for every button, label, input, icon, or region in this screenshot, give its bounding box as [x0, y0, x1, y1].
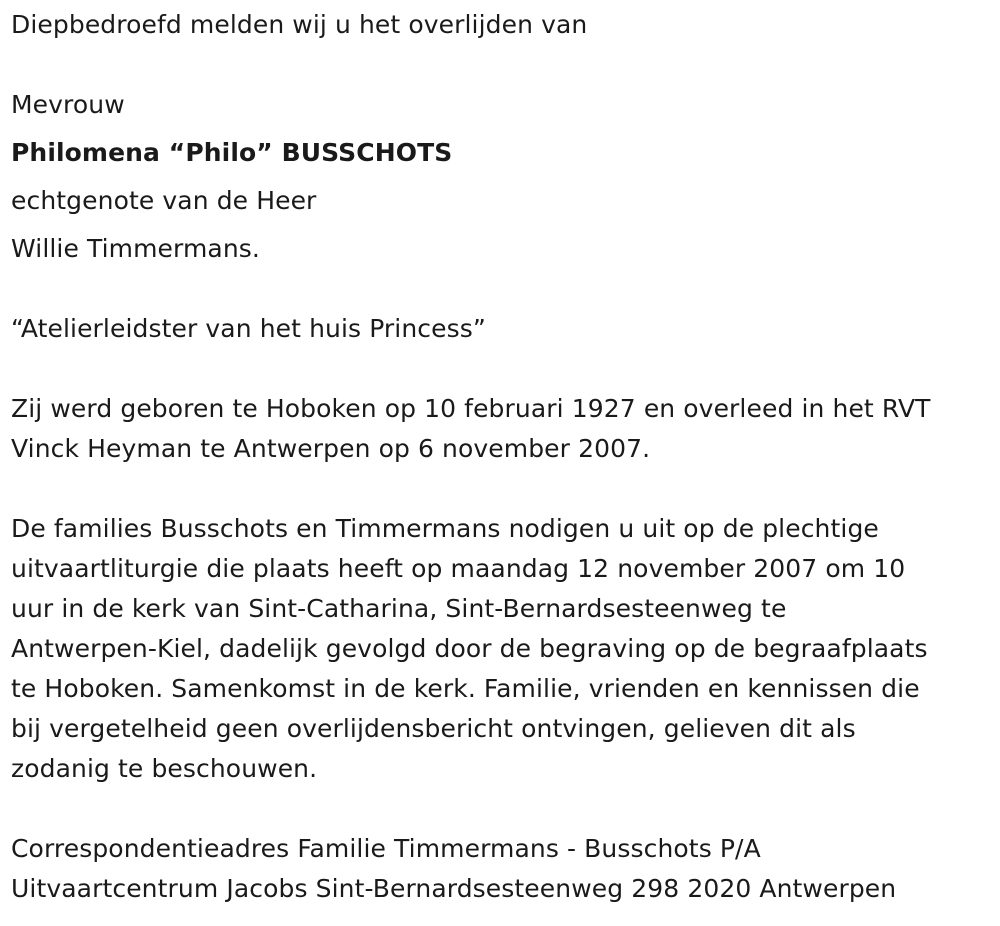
correspondence-line-2: Uitvaartcentrum Jacobs Sint-Bernardsesteenweg 298 2020 Antwerpen — [11, 874, 897, 903]
funeral-line-4: Antwerpen-Kiel, dadelijk gevolgd door de begraving op de begraafplaats — [11, 634, 928, 663]
occupation-text: “Atelierleidster van het huis Princess” — [11, 314, 486, 343]
deceased-name: Philomena “Philo” BUSSCHOTS — [11, 138, 453, 167]
funeral-line-3: uur in de kerk van Sint-Catharina, Sint-Bernardsesteenweg te — [11, 594, 787, 623]
birth-death-line-2: Vinck Heyman te Antwerpen op 6 november 2007. — [11, 434, 651, 463]
birth-death-line-1: Zij werd geboren te Hoboken op 10 februari 1927 en overleed in het RVT — [11, 394, 931, 423]
spouse-line-2: Willie Timmermans. — [11, 234, 260, 263]
funeral-line-1: De families Busschots en Timmermans nodigen u uit op de plechtige — [11, 514, 879, 543]
funeral-line-5: te Hoboken. Samenkomst in de kerk. Familie, vrienden en kennissen die — [11, 674, 920, 703]
title-text: Mevrouw — [11, 90, 125, 119]
correspondence-line-1: Correspondentieadres Familie Timmermans - Busschots P/A — [11, 834, 761, 863]
intro-text: Diepbedroefd melden wij u het overlijden van — [11, 10, 588, 39]
spouse-line-1: echtgenote van de Heer — [11, 186, 317, 215]
funeral-line-6: bij vergetelheid geen overlijdensbericht ontvingen, gelieven dit als — [11, 714, 856, 743]
funeral-line-7: zodanig te beschouwen. — [11, 754, 318, 783]
funeral-line-2: uitvaartliturgie die plaats heeft op maandag 12 november 2007 om 10 — [11, 554, 906, 583]
